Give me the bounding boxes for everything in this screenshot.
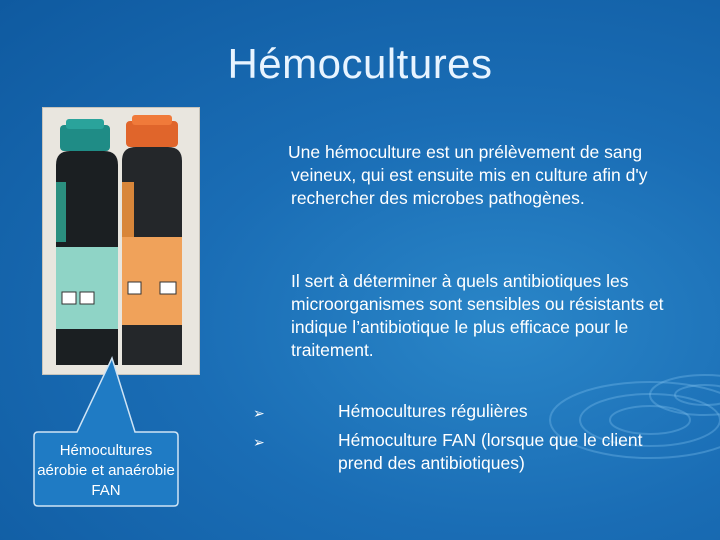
callout-label: Hémocultures aérobie et anaérobie FAN xyxy=(37,442,175,499)
arrow-bullet-icon: ➢ xyxy=(253,405,265,421)
paragraph-definition: Une hémoculture est un prélèvement de sang veineux, qui est ensuite mis en culture afin d'y rechercher des microbes pathogènes. xyxy=(288,142,648,208)
bullet-text: Hémoculture FAN (lorsque que le client prend des antibiotiques) xyxy=(338,430,643,473)
slide-title: Hémocultures xyxy=(227,40,493,87)
arrow-bullet-icon: ➢ xyxy=(253,434,265,450)
paragraph-purpose: Il sert à déterminer à quels antibiotiques les microorganismes sont sensibles ou résistants et indique l’antibiotique le plus efficace pour le traitement. xyxy=(291,271,664,360)
bullet-text: Hémocultures régulières xyxy=(338,401,528,421)
